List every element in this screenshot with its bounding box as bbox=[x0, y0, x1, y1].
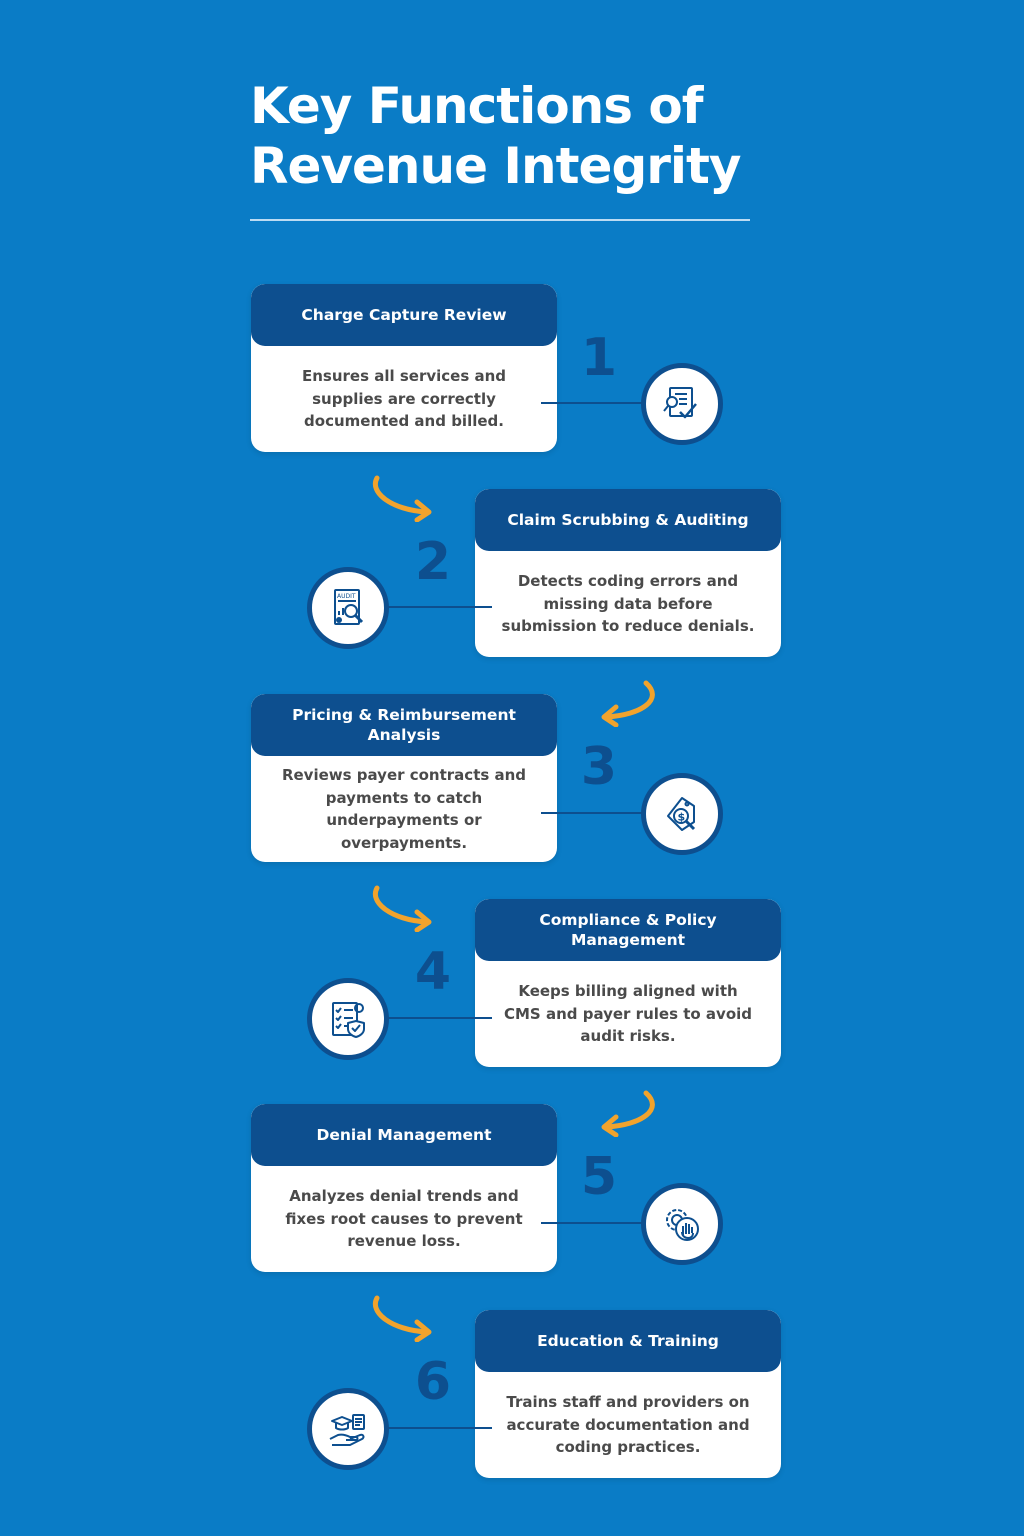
step-5-card bbox=[251, 1104, 557, 1272]
step-3-connector bbox=[541, 812, 645, 814]
step-5-heading: Denial Management bbox=[251, 1104, 557, 1166]
page-title bbox=[250, 76, 810, 196]
gear-stop-hand-icon bbox=[641, 1183, 723, 1265]
step-4-description: Keeps billing aligned with CMS and payer rules to avoid audit risks. bbox=[503, 982, 752, 1046]
step-6-card bbox=[475, 1310, 781, 1478]
step-5-connector bbox=[541, 1222, 645, 1224]
step-1-description: Ensures all services and supplies are correctly documented and billed. bbox=[301, 367, 507, 431]
step-1-number: 1 bbox=[580, 328, 618, 388]
title-divider bbox=[250, 219, 750, 221]
step-6-number: 6 bbox=[414, 1352, 452, 1412]
document-review-icon bbox=[641, 363, 723, 445]
step-5-description: Analyzes denial trends and fixes root causes to prevent revenue loss. bbox=[285, 1187, 523, 1251]
step-2-card bbox=[475, 489, 781, 657]
step-6-heading: Education & Training bbox=[475, 1310, 781, 1372]
audit-report-icon bbox=[307, 567, 389, 649]
step-1-connector bbox=[541, 402, 645, 404]
step-3-description: Reviews payer contracts and payments to catch underpayments or overpayments. bbox=[281, 766, 527, 852]
arrow-right-2 bbox=[367, 882, 437, 932]
step-3-heading: Pricing & Reimbursement Analysis bbox=[251, 694, 557, 756]
step-1-card bbox=[251, 284, 557, 452]
price-icon-symbol: $ bbox=[677, 810, 686, 824]
step-6-description: Trains staff and providers on accurate documentation and coding practices. bbox=[506, 1393, 750, 1457]
step-2-connector bbox=[380, 606, 492, 608]
step-4-number: 4 bbox=[414, 942, 452, 1002]
audit-icon-label: AUDIT bbox=[337, 593, 356, 600]
step-2-heading: Claim Scrubbing & Auditing bbox=[475, 489, 781, 551]
step-4-heading: Compliance & Policy Management bbox=[475, 899, 781, 961]
hand-graduation-cap-icon bbox=[307, 1388, 389, 1470]
arrow-right-1 bbox=[367, 472, 437, 522]
page-title-line-2: Revenue Integrity bbox=[250, 137, 741, 195]
arrow-right-3 bbox=[367, 1292, 437, 1342]
price-tag-magnifier-icon bbox=[641, 773, 723, 855]
step-2-description: Detects coding errors and missing data before submission to reduce denials. bbox=[501, 572, 755, 636]
step-5-number: 5 bbox=[580, 1147, 618, 1207]
step-1-heading: Charge Capture Review bbox=[251, 284, 557, 346]
step-3-card bbox=[251, 694, 557, 862]
step-4-card bbox=[475, 899, 781, 1067]
step-3-number: 3 bbox=[580, 737, 618, 797]
step-4-connector bbox=[380, 1017, 492, 1019]
step-2-number: 2 bbox=[414, 532, 452, 592]
arrow-left-1 bbox=[596, 677, 666, 727]
step-6-connector bbox=[380, 1427, 492, 1429]
arrow-left-2 bbox=[596, 1087, 666, 1137]
compliance-checklist-shield-icon bbox=[307, 978, 389, 1060]
page-title-line-1: Key Functions of bbox=[250, 77, 703, 135]
